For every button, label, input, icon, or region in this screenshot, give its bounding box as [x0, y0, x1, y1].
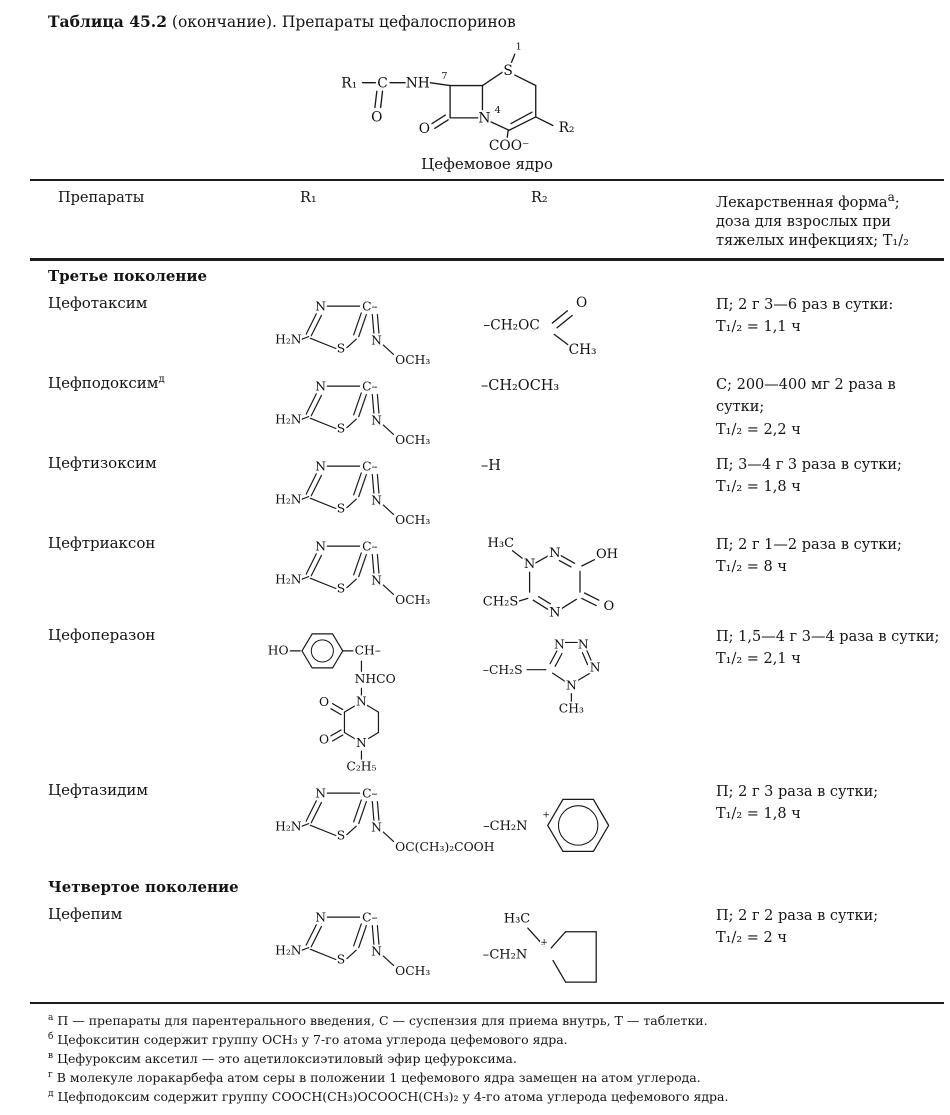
r1-structure [256, 899, 481, 979]
svg-text:N: N [549, 545, 561, 561]
drug-name: Цефоперазон [48, 625, 156, 644]
table-row [46, 448, 944, 528]
svg-text:R₂: R₂ [558, 120, 575, 137]
table-row [46, 620, 944, 775]
svg-text:N: N [315, 459, 326, 474]
svg-text:CH–: CH– [354, 643, 381, 658]
drug-name: Цефтриаксон [48, 533, 156, 552]
svg-text:N: N [315, 299, 326, 314]
hydroxyphenyl-piperazinedione-structure [266, 622, 479, 775]
r2-structure [481, 288, 716, 358]
svg-text:N: N [371, 413, 382, 428]
svg-text:NH: NH [405, 75, 430, 92]
dosage-info: П; 2 г 1—2 раза в сутки; Т₁/₂ = 8 ч [716, 536, 902, 576]
svg-text:S: S [503, 63, 513, 80]
table-row [46, 288, 944, 368]
acetoxymethyl-structure [481, 290, 652, 358]
svg-text:H₃C: H₃C [487, 535, 515, 551]
svg-text:S: S [336, 341, 346, 356]
section-fourth-generation: Четвертое поколение [48, 877, 239, 896]
dosage-info: С; 200—400 мг 2 раза в сутки; Т₁/₂ = 2,2 ч [716, 376, 896, 438]
svg-text:N: N [356, 694, 367, 709]
svg-text:H₃C: H₃C [503, 911, 531, 927]
r2-formula: –H [481, 457, 501, 474]
footnote: $^а$ П — препараты для парентерального введения, С — суспензия для приема внутрь, Т — таблетки. [48, 1013, 708, 1029]
svg-text:CH₃: CH₃ [568, 342, 597, 358]
drug-name: Цефотаксим [48, 293, 148, 312]
svg-text:N: N [371, 333, 382, 348]
svg-text:H₂N: H₂N [275, 492, 302, 507]
svg-text:OCH₃: OCH₃ [395, 592, 431, 607]
svg-text:N: N [554, 637, 565, 652]
svg-text:N: N [549, 605, 561, 620]
footnote: $^г$ В молекуле лоракарбефа атом серы в положении 1 цефемового ядра замещен на атом углерода. [48, 1070, 701, 1086]
dosage-info: П; 2 г 2 раза в сутки; Т₁/₂ = 2 ч [716, 907, 879, 947]
svg-text:OCH₃: OCH₃ [395, 963, 431, 978]
svg-text:N: N [371, 493, 382, 508]
svg-text:H₂N: H₂N [275, 819, 302, 834]
svg-text:H₂N: H₂N [275, 412, 302, 427]
svg-text:N: N [315, 539, 326, 554]
svg-text:C₂H₅: C₂H₅ [346, 759, 377, 774]
svg-text:H₂N: H₂N [275, 332, 302, 347]
svg-text:CH₂S: CH₂S [482, 594, 519, 610]
r2-structure [481, 620, 716, 714]
table-number: Таблица 45.2 [48, 12, 167, 31]
svg-text:C–: C– [362, 299, 378, 314]
svg-text:C–: C– [362, 459, 378, 474]
r1-structure [256, 620, 481, 775]
table-header-row [46, 181, 944, 258]
r2-structure [481, 775, 716, 872]
footnote: $^в$ Цефуроксим аксетил — это ацетилоксиэтиловый эфир цефуроксима. [48, 1051, 517, 1067]
svg-text:R₁: R₁ [341, 75, 358, 92]
svg-text:H₂N: H₂N [275, 572, 302, 587]
svg-text:O: O [603, 598, 615, 614]
svg-text:C–: C– [362, 786, 378, 801]
svg-text:N: N [371, 573, 382, 588]
svg-text:OC(CH₃)₂COOH: OC(CH₃)₂COOH [395, 839, 495, 854]
table-row [46, 368, 944, 448]
svg-text:N: N [478, 110, 491, 127]
svg-text:–CH₂S: –CH₂S [482, 662, 523, 677]
svg-text:–CH₂N: –CH₂N [483, 818, 528, 834]
section-third-generation: Третье поколение [48, 266, 208, 285]
svg-text:N: N [589, 660, 601, 675]
svg-text:1: 1 [515, 41, 522, 53]
svg-text:S: S [336, 952, 346, 967]
drug-name: Цефепим [48, 904, 123, 923]
table-row [46, 528, 944, 620]
methylpyrrolidinium-structure [481, 901, 661, 1002]
table-row [46, 775, 944, 872]
r1-structure [256, 775, 495, 855]
header-r2: R₂ [531, 190, 548, 206]
header-r1: R₁ [300, 190, 317, 206]
cephem-structure-drawing [334, 35, 629, 157]
svg-text:7: 7 [441, 70, 448, 82]
dosage-info: П; 1,5—4 г 3—4 раза в сутки; Т₁/₂ = 2,1 ч [716, 628, 940, 668]
svg-text:N: N [315, 379, 326, 394]
svg-text:N: N [371, 944, 382, 959]
svg-text:C–: C– [362, 379, 378, 394]
r2-structure [481, 528, 716, 620]
svg-text:COO⁻: COO⁻ [488, 138, 530, 155]
table-caption: (окончание). Препараты цефалоспоринов [166, 13, 516, 31]
r2-structure [481, 448, 716, 474]
svg-text:C–: C– [362, 539, 378, 554]
r1-structure [256, 528, 481, 608]
svg-text:S: S [336, 581, 346, 596]
svg-text:NHCO: NHCO [354, 672, 396, 687]
svg-text:CH₃: CH₃ [558, 701, 584, 714]
svg-text:O: O [418, 121, 431, 138]
svg-text:+: + [540, 938, 548, 949]
table-row [46, 899, 944, 1002]
svg-text:N: N [565, 678, 577, 693]
r2-structure [481, 368, 716, 394]
svg-text:+: + [542, 810, 550, 821]
svg-text:HO: HO [267, 643, 289, 658]
svg-text:O: O [318, 695, 330, 710]
svg-text:OH: OH [595, 546, 619, 562]
svg-text:S: S [336, 828, 346, 843]
svg-text:–CH₂OC: –CH₂OC [483, 317, 540, 334]
page-title [48, 12, 944, 31]
svg-text:–CH₂N: –CH₂N [482, 947, 528, 963]
triazinone-structure [481, 530, 679, 620]
nucleus-caption: Цефемовое ядро [421, 155, 553, 173]
pyridinium-methyl-structure [481, 777, 661, 872]
svg-text:O: O [371, 109, 383, 126]
svg-text:N: N [356, 735, 367, 750]
r2-structure [481, 899, 716, 1002]
r1-structure [256, 448, 481, 528]
r2-formula: –CH₂OCH₃ [481, 377, 560, 394]
dosage-info: П; 3—4 г 3 раза в сутки; Т₁/₂ = 1,8 ч [716, 456, 902, 496]
svg-text:S: S [336, 501, 346, 516]
svg-text:N: N [315, 910, 326, 925]
drug-name: Цефподоксим$^д$ [48, 373, 165, 392]
svg-text:C: C [377, 75, 388, 92]
svg-text:N: N [523, 556, 536, 572]
svg-text:OCH₃: OCH₃ [395, 432, 431, 447]
svg-text:H₂N: H₂N [275, 943, 302, 958]
cephem-nucleus-figure [334, 35, 654, 173]
footnote-marker: а [887, 190, 895, 204]
footnote: $^б$ Цефокситин содержит группу ОСН₃ у 7-го атома углерода цефемового ядра. [48, 1032, 568, 1048]
svg-text:O: O [318, 732, 330, 747]
svg-text:N: N [371, 820, 382, 835]
dosage-info: П; 2 г 3—6 раз в сутки: Т₁/₂ = 1,1 ч [716, 296, 894, 336]
drug-name: Цефтизоксим [48, 453, 157, 472]
header-drugs: Препараты [58, 190, 145, 206]
svg-text:C–: C– [362, 910, 378, 925]
svg-text:N: N [577, 637, 589, 652]
r1-structure [256, 368, 481, 448]
svg-text:OCH₃: OCH₃ [395, 352, 431, 367]
header-dosage: Лекарственная форма$^а$; доза для взрослых при тяжелых инфекциях; Т₁/₂ [716, 190, 909, 249]
dosage-info: П; 2 г 3 раза в сутки; Т₁/₂ = 1,8 ч [716, 783, 879, 823]
methyltetrazole-thiomethyl-structure [481, 622, 643, 714]
drug-name: Цефтазидим [48, 780, 149, 799]
r1-structure [256, 288, 481, 368]
svg-text:4: 4 [494, 105, 501, 117]
footnote: $^д$ Цефподоксим содержит группу COOCH(CH₃)OCOOCH(CH₃)₂ у 4-го атома углерода цефемового ядра. [48, 1088, 729, 1105]
svg-text:N: N [315, 786, 326, 801]
svg-text:S: S [336, 421, 346, 436]
svg-text:O: O [575, 294, 588, 311]
svg-text:OCH₃: OCH₃ [395, 512, 431, 527]
footnotes [46, 1004, 944, 1107]
